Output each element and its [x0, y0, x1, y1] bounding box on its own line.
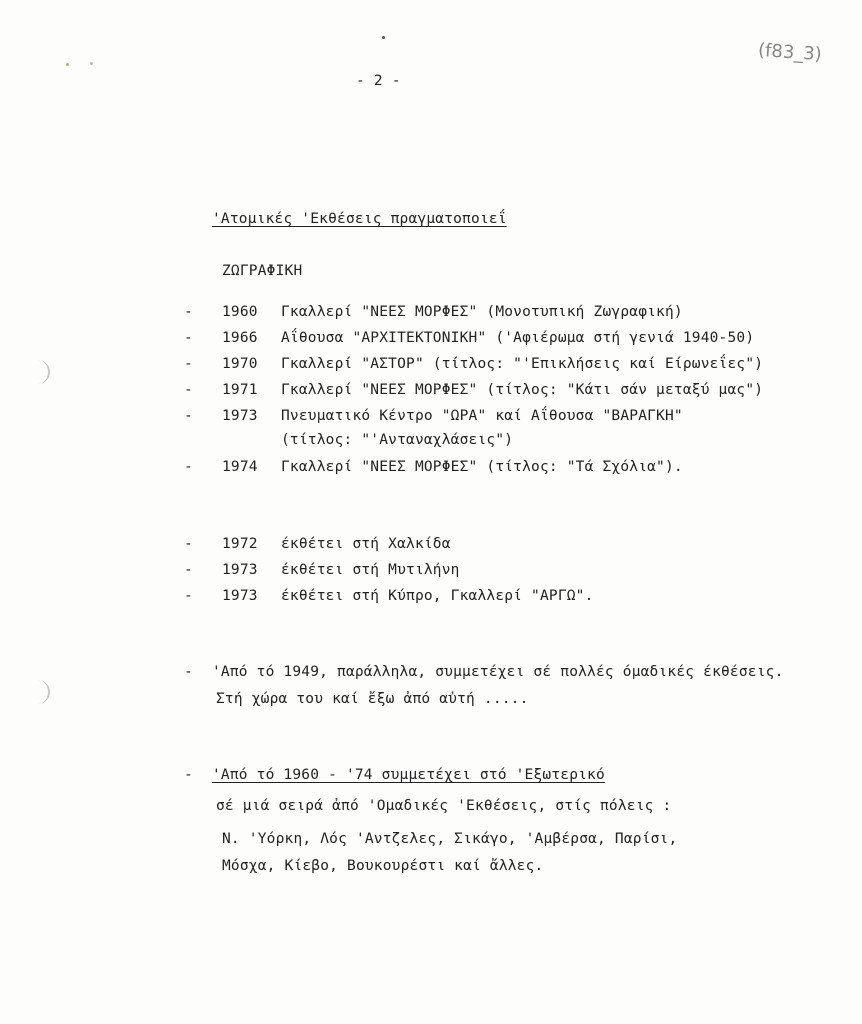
list-dash: - — [184, 536, 193, 552]
stain-speck — [66, 63, 69, 66]
exhibition-text: Γκαλλερί "ΝΕΕΣ ΜΟΡΦΕΣ" (τίτλος: "Τά Σχόλια"). — [281, 459, 683, 475]
list-dash: - — [184, 304, 193, 320]
list-dash: - — [184, 588, 193, 604]
year: 1973 — [222, 588, 258, 604]
list-item — [0, 381, 862, 401]
exhibition-text: έκθέτει στή Χαλκίδα — [281, 536, 451, 552]
margin-note: (f83_3) — [757, 39, 823, 66]
list-dash: - — [184, 382, 193, 398]
list-item — [0, 458, 862, 478]
year: 1960 — [222, 304, 258, 320]
list-item — [0, 431, 862, 451]
year: 1966 — [222, 330, 258, 346]
exhibition-text: Γκαλλερί "ΝΕΕΣ ΜΟΡΦΕΣ" (Μονοτυπική Ζωγραφική) — [281, 304, 683, 320]
binder-hole-mark — [34, 680, 50, 704]
paragraph-line: 'Από τό 1949, παράλληλα, συμμετέχει σέ πολλές όμαδικές έκθέσεις. — [212, 664, 784, 680]
exhibition-text: Αΐθουσα "ΑΡΧΙΤΕΚΤΟΝΙΚΗ" ('Αφιέρωμα στή γενιά 1940-50) — [281, 330, 755, 346]
list-dash: - — [184, 562, 193, 578]
paragraph-line: σέ μιά σειρά ἀπό 'Ομαδικές 'Εκθέσεις, στίς πόλεις : — [216, 798, 672, 814]
paragraph-line: Ν. 'Υόρκη, Λός 'Αντζελες, Σικάγο, 'Αμβέρσα, Παρίσι, — [222, 831, 678, 847]
exhibition-text: έκθέτει στή Μυτιλήνη — [281, 562, 460, 578]
exhibition-text: (τίτλος: "'Ανταναχλάσεις") — [281, 432, 514, 448]
list-dash: - — [184, 767, 193, 783]
list-item — [0, 407, 862, 427]
list-item — [0, 303, 862, 323]
section-title: ΖΩΓΡΑΦΙΚΗ — [222, 263, 303, 279]
list-dash: - — [184, 330, 193, 346]
heading: 'Ατομικές 'Εκθέσεις πραγματοποιεΐ — [212, 211, 507, 227]
list-item — [0, 561, 862, 581]
list-item — [0, 587, 862, 607]
paragraph-line: Στή χώρα του καί ἔξω ἀπό αὐτή ..... — [216, 691, 529, 707]
list-dash: - — [184, 356, 193, 372]
paragraph-line: Μόσχα, Κίεβο, Βουκουρέστι καί ἄλλες. — [222, 858, 544, 874]
year: 1974 — [222, 459, 258, 475]
year: 1973 — [222, 562, 258, 578]
stain-speck — [90, 62, 93, 65]
year: 1971 — [222, 382, 258, 398]
year: 1973 — [222, 408, 258, 424]
page-number: - 2 - — [356, 73, 401, 89]
list-dash: - — [184, 459, 193, 475]
year: 1970 — [222, 356, 258, 372]
ink-speck — [382, 36, 385, 39]
exhibition-text: Γκαλλερί "ΝΕΕΣ ΜΟΡΦΕΣ" (τίτλος: "Κάτι σάν μεταξύ μας") — [281, 382, 764, 398]
exhibition-text: έκθέτει στή Κύπρο, Γκαλλερί "ΑΡΓΩ". — [281, 588, 594, 604]
paragraph-heading: 'Από τό 1960 - '74 συμμετέχει στό 'Εξωτερικό — [212, 767, 605, 783]
list-item — [0, 535, 862, 555]
list-item — [0, 329, 862, 349]
exhibition-text: Γκαλλερί "ΑΣΤΟΡ" (τίτλος: "'Επικλήσεις καί Είρωνεΐες") — [281, 356, 764, 372]
exhibition-text: Πνευματικό Κέντρο "ΩΡΑ" καί Αΐθουσα "ΒΑΡΑΓΚΗ" — [281, 408, 683, 424]
year: 1972 — [222, 536, 258, 552]
list-dash: - — [184, 408, 193, 424]
list-dash: - — [184, 664, 193, 680]
list-item — [0, 355, 862, 375]
